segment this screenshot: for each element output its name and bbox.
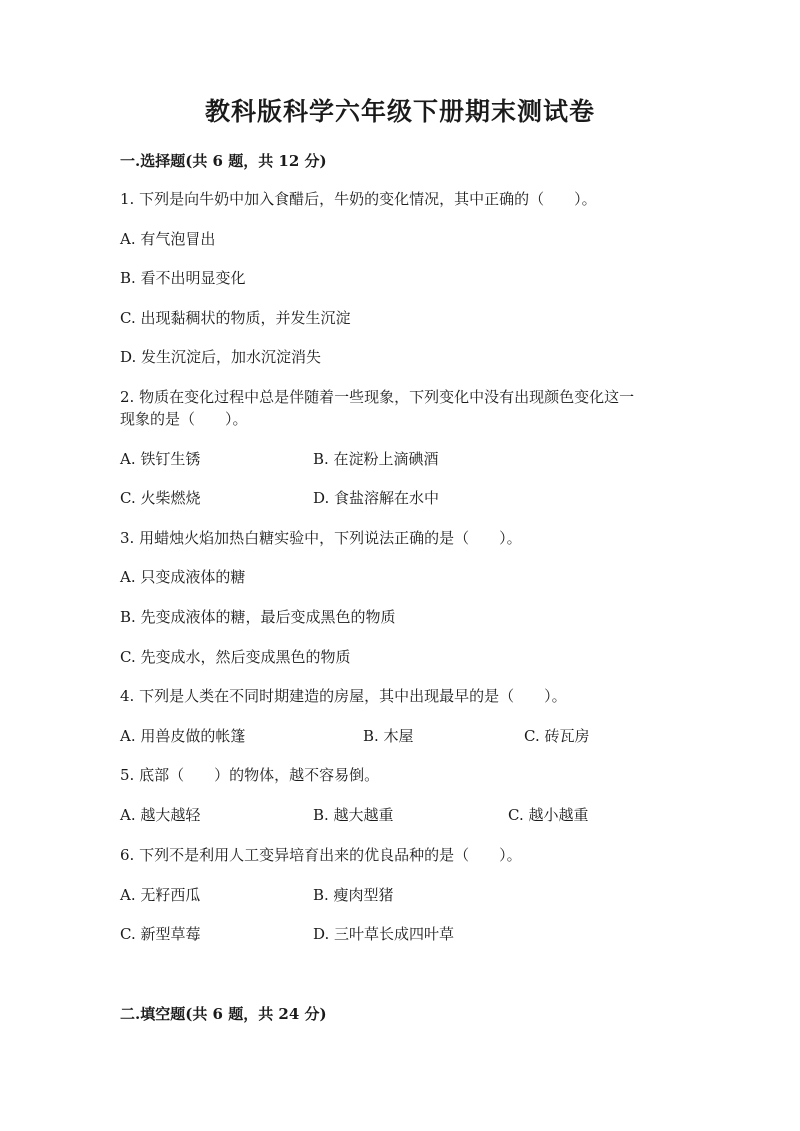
question-1-option-a: A. 有气泡冒出 [120, 230, 216, 248]
question-2-option-a: A. 铁钉生锈 [120, 450, 201, 468]
question-4-stem: 4. 下列是人类在不同时期建造的房屋，其中出现最早的是（ ）。 [120, 687, 567, 705]
question-6-option-b: B. 瘦肉型猪 [313, 886, 394, 904]
question-6-option-d: D. 三叶草长成四叶草 [313, 925, 455, 943]
question-2-option-c: C. 火柴燃烧 [120, 489, 201, 507]
question-4-option-b: B. 木屋 [363, 727, 414, 745]
question-1-option-b: B. 看不出明显变化 [120, 269, 246, 287]
question-5-option-a: A. 越大越轻 [120, 806, 201, 824]
question-5-stem: 5. 底部（ ）的物体，越不容易倒。 [120, 766, 380, 784]
question-2-stem-line1: 2. 物质在变化过程中总是伴随着一些现象，下列变化中没有出现颜色变化这一 [120, 388, 635, 406]
question-4-option-a: A. 用兽皮做的帐篷 [120, 727, 246, 745]
question-3-option-b: B. 先变成液体的糖，最后变成黑色的物质 [120, 608, 396, 626]
question-1-option-c: C. 出现黏稠状的物质，并发生沉淀 [120, 309, 351, 327]
question-1-option-d: D. 发生沉淀后，加水沉淀消失 [120, 348, 322, 366]
question-3-stem: 3. 用蜡烛火焰加热白糖实验中，下列说法正确的是（ ）。 [120, 529, 522, 547]
question-2-option-d: D. 食盐溶解在水中 [313, 489, 440, 507]
question-2-stem-line2: 现象的是（ ）。 [120, 410, 248, 428]
question-6-option-a: A. 无籽西瓜 [120, 886, 201, 904]
question-3-option-a: A. 只变成液体的糖 [120, 568, 246, 586]
question-3-option-c: C. 先变成水，然后变成黑色的物质 [120, 648, 351, 666]
question-1-stem: 1. 下列是向牛奶中加入食醋后，牛奶的变化情况，其中正确的（ ）。 [120, 190, 597, 208]
question-5-option-c: C. 越小越重 [508, 806, 589, 824]
question-4-option-c: C. 砖瓦房 [524, 727, 590, 745]
section-heading-fill-in: 二.填空题(共 6 题，共 24 分) [120, 1005, 327, 1023]
question-6-stem: 6. 下列不是利用人工变异培育出来的优良品种的是（ ）。 [120, 846, 522, 864]
question-5-option-b: B. 越大越重 [313, 806, 394, 824]
section-heading-choice: 一.选择题(共 6 题，共 12 分) [120, 152, 327, 170]
question-2-option-b: B. 在淀粉上滴碘酒 [313, 450, 439, 468]
question-6-option-c: C. 新型草莓 [120, 925, 201, 943]
exam-title: 教科版科学六年级下册期末测试卷 [204, 97, 595, 126]
